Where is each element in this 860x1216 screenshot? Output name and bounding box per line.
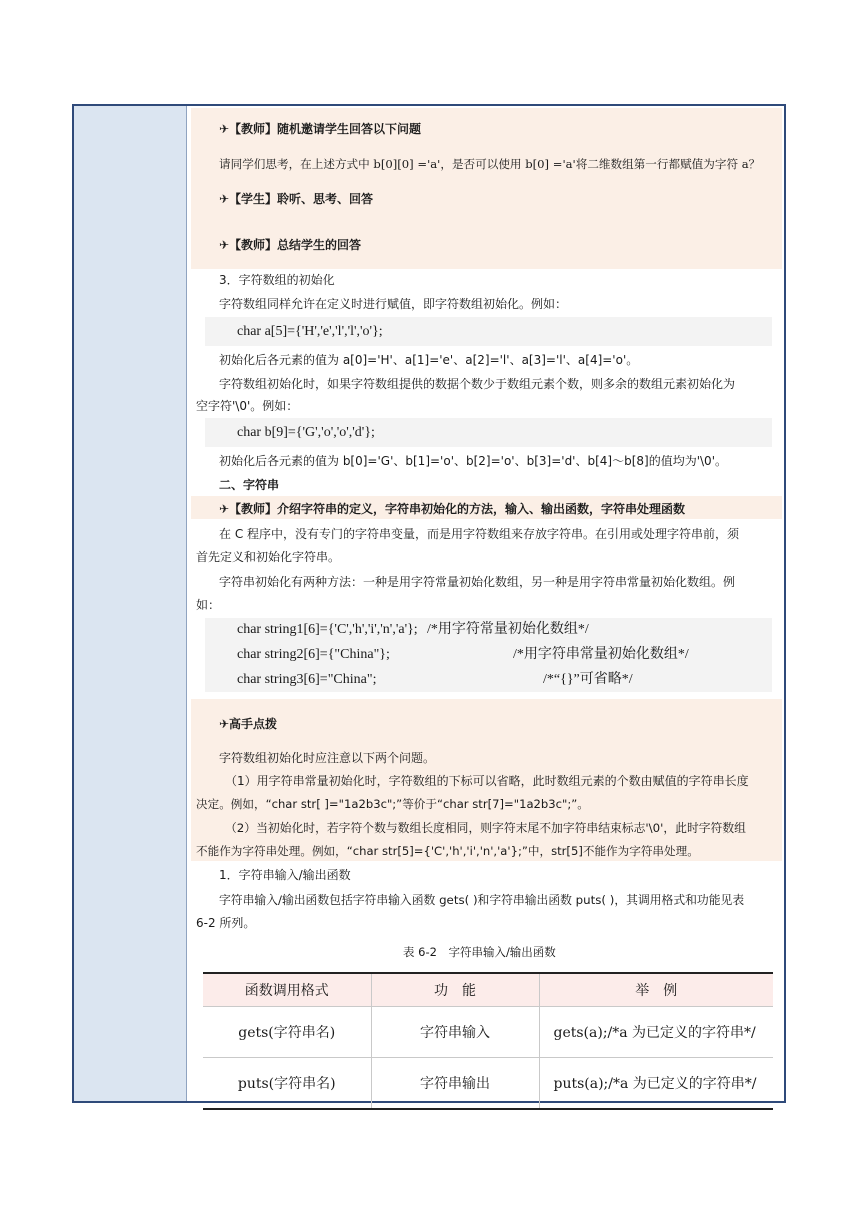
left-column bbox=[74, 106, 187, 1101]
code-line: char a[5]={'H','e','l','l','o'}; bbox=[237, 324, 383, 339]
student-action: ✈【学生】聆听、思考、回答 bbox=[219, 192, 374, 206]
paragraph: 字符串初始化有两种方法：一种是用字符常量初始化数组，另一种是用字符串常量初始化数组。例 bbox=[219, 575, 736, 589]
section-title: 3．字符数组的初始化 bbox=[219, 273, 335, 287]
paragraph: 初始化后各元素的值为 a[0]='H'、a[1]='e'、a[2]='l'、a[3]='l'、a[4]='o'。 bbox=[219, 353, 639, 367]
paragraph-continued: 空字符'\0'。例如： bbox=[196, 399, 299, 413]
table-cell: puts(字符串名) bbox=[203, 1058, 371, 1110]
tip-paragraph: （2）当初始化时，若字符个数与数组长度相同，则字符末尾不加字符串结束标志'\0'，此时字符数组 bbox=[225, 821, 746, 835]
table-header-row bbox=[203, 973, 773, 1007]
teacher-ask: ✈【教师】随机邀请学生回答以下问题 bbox=[219, 122, 422, 136]
section-title: 1．字符串输入/输出函数 bbox=[219, 868, 351, 882]
paragraph-continued: 如： bbox=[196, 598, 221, 612]
table-header-cell: 函数调用格式 bbox=[203, 973, 371, 1007]
code-comment: /*用字符常量初始化数组*/ bbox=[427, 622, 589, 637]
paragraph-continued: 6-2 所列。 bbox=[196, 916, 256, 930]
code-line: char string1[6]={'C','h','i','n','a'}; bbox=[237, 622, 418, 637]
content-column bbox=[187, 106, 784, 1101]
tip-paragraph-continued: 决定。例如，“char str[ ]="1a2b3c";”等价于“char str[7]="1a2b3c";”。 bbox=[196, 797, 589, 811]
table-cell: 字符串输出 bbox=[371, 1058, 539, 1110]
table-header-cell: 举 例 bbox=[539, 973, 773, 1007]
paragraph: 在 C 程序中，没有专门的字符串变量，而是用字符数组来存放字符串。在引用或处理字符串前，须 bbox=[219, 527, 740, 541]
tip-paragraph: （1）用字符串常量初始化时，字符数组的下标可以省略，此时数组元素的个数由赋值的字符串长度 bbox=[225, 774, 749, 788]
code-comment: /*用字符串常量初始化数组*/ bbox=[513, 647, 689, 662]
question-text: 请同学们思考，在上述方式中 b[0][0] ='a'，是否可以使用 b[0] ='a'将二维数组第一行都赋值为字符 a？ bbox=[219, 157, 761, 171]
table-row bbox=[203, 1007, 773, 1058]
code-line: char b[9]={'G','o','o','d'}; bbox=[237, 425, 375, 440]
table-header-cell: 功 能 bbox=[371, 973, 539, 1007]
table-cell: gets(a);/*a 为已定义的字符串*/ bbox=[539, 1007, 773, 1058]
tip-title: ✈高手点拨 bbox=[219, 717, 278, 731]
table-cell: puts(a);/*a 为已定义的字符串*/ bbox=[539, 1058, 773, 1110]
section-heading: 二、字符串 bbox=[219, 478, 280, 492]
teacher-intro: ✈【教师】介绍字符串的定义，字符串初始化的方法，输入、输出函数，字符串处理函数 bbox=[219, 502, 686, 516]
paragraph-continued: 首先定义和初始化字符串。 bbox=[196, 550, 341, 564]
code-line: char string3[6]="China"; bbox=[237, 672, 377, 687]
tip-paragraph-continued: 不能作为字符串处理。例如，“char str[5]={'C','h','i','n','a'};”中，str[5]不能作为字符串处理。 bbox=[196, 844, 699, 858]
table-caption: 表 6-2 字符串输入/输出函数 bbox=[403, 945, 556, 959]
table-cell: 字符串输入 bbox=[371, 1007, 539, 1058]
table-cell: gets(字符串名) bbox=[203, 1007, 371, 1058]
teacher-summary: ✈【教师】总结学生的回答 bbox=[219, 238, 362, 252]
paragraph: 初始化后各元素的值为 b[0]='G'、b[1]='o'、b[2]='o'、b[3]='d'、b[4]～b[8]的值均为'\0'。 bbox=[219, 454, 727, 468]
code-comment: /*“{}”可省略*/ bbox=[543, 672, 633, 687]
paragraph: 字符数组初始化时，如果字符数组提供的数据个数少于数组元素个数，则多余的数组元素初始化为 bbox=[219, 377, 736, 391]
table-row bbox=[203, 1058, 773, 1110]
function-table bbox=[203, 972, 773, 1110]
code-line: char string2[6]={"China"}; bbox=[237, 647, 390, 662]
lesson-table-cell bbox=[72, 104, 786, 1103]
paragraph: 字符串输入/输出函数包括字符串输入函数 gets( )和字符串输出函数 puts( )，其调用格式和功能见表 bbox=[219, 893, 745, 907]
tip-paragraph: 字符数组初始化时应注意以下两个问题。 bbox=[219, 751, 436, 765]
paragraph: 字符数组同样允许在定义时进行赋值，即字符数组初始化。例如： bbox=[219, 297, 568, 311]
